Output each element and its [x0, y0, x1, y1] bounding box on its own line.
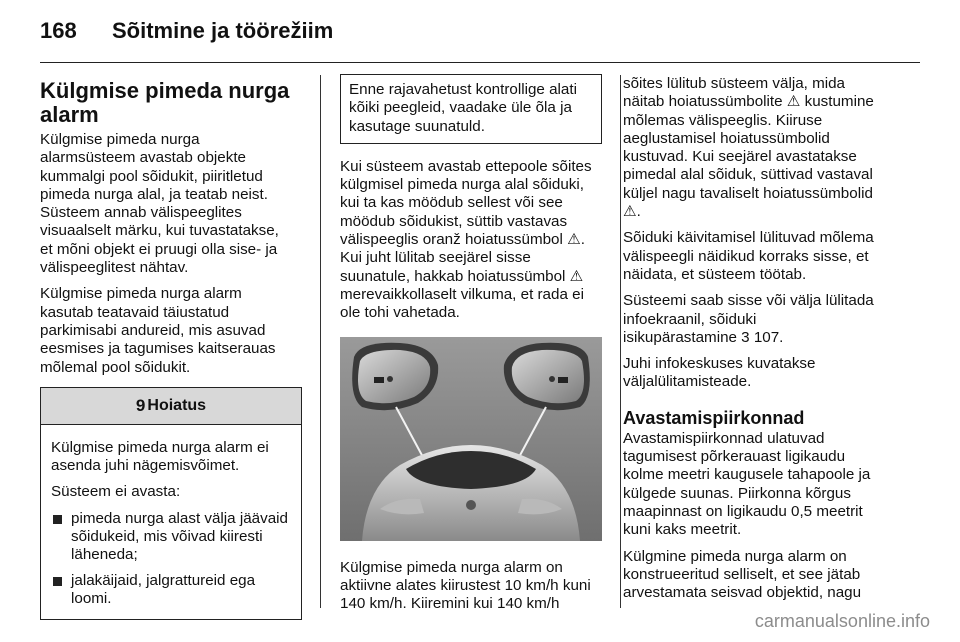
paragraph: sõites lülitub süsteem välja, mida näitab hoiatussümbolite ⚠ kustumine mõlemas välispeeglis. Kiiruse aeglustamisel hoiatussümbolid kustuvad. Kui seejärel avastatakse pimedal alal sõiduk, süttivad vastaval küljel nagu tavaliselt hoiatussümbolid ⚠.: [623, 75, 874, 221]
column-3: [623, 75, 905, 610]
paragraph: Sõiduki käivitamisel lülituvad mõlema välispeegli näidikud korraks sisse, et näidata, et süsteem töötab.: [623, 229, 874, 283]
paragraph: Juhi infokeskuses kuvatakse väljalülitamisteade.: [623, 355, 816, 391]
column-1: [40, 75, 302, 620]
warning-heading: Hoiatus: [147, 396, 207, 414]
page-header: [40, 18, 333, 48]
page-title: Sõitmine ja töörežiim: [112, 18, 334, 43]
paragraph: Süsteem ei avasta:: [51, 483, 181, 501]
figure-caption: Külgmise pimeda nurga alarm on aktiivne alates kiirustest 10 km/h kuni 140 km/h. Kiiremini kui 140 km/h: [340, 558, 591, 613]
page-number: 168: [40, 18, 77, 43]
car-mirrors-figure: [340, 337, 602, 541]
paragraph: Süsteemi saab sisse või välja lülitada infoekraanil, sõiduki isikupärastamine 3 107.: [623, 292, 874, 346]
section-title: Külgmise pimeda nurga alarm: [40, 78, 290, 127]
warning-icon: 9: [135, 395, 146, 415]
watermark: carmanualsonline.info: [754, 611, 930, 631]
paragraph: Külgmise pimeda nurga alarm kasutab teatavaid täiustatud parkimisabi andureid, mis asuvad eesmises ja tagumises kaitserauas mõlemal pool sõidukit.: [40, 285, 276, 376]
warning-box: [40, 387, 302, 620]
header-divider: [40, 62, 920, 63]
list-item-text: pimeda nurga alast välja jäävaid sõidukeid, mis võivad kiiresti läheneda;: [71, 509, 288, 564]
paragraph: Külgmine pimeda nurga alarm on konstrueeritud selliselt, et see jätab arvestamata seisvad objektid, nagu: [623, 547, 862, 602]
bullet-icon: [53, 515, 62, 524]
mirror-illustration: [340, 337, 602, 541]
list-item: [51, 572, 291, 609]
paragraph: Külgmise pimeda nurga alarmsüsteem avastab objekte kummalgi pool sõidukit, piiritletud pimeda nurga alal, ja teatab neist. Süsteem annab välispeeglites visuaalselt märku, kui tuvastatakse, et mõni objekt ei pruugi olla sise- ja välispeeglitest nähtav.: [40, 131, 279, 277]
paragraph: Kui süsteem avastab ettepoole sõites külgmisel pimeda nurga alal sõiduki, kui ta kas möödub sellest või see möödub sõidukist, süttib vastavas välispeeglis oranž hoiatussümbol ⚠. Kui juht lülitab seejärel sisse suunatule, hakkab hoiatussümbol ⚠ merevaikkollaselt vilkuma, et rada ei ole tohi vahetada.: [340, 157, 592, 322]
paragraph: Avastamispiirkonnad ulatuvad tagumisest põrkerauast ligikaudu kolme meetri kaugusele tahapoole ja külgede suunas. Piirkonna kõrgus maapinnast on ligikaudu 0,5 meetrit kuni kaks meetrit.: [623, 429, 871, 539]
list-item: [51, 510, 291, 565]
column-2: [340, 75, 602, 621]
warning-header: [41, 388, 301, 425]
column-divider: [620, 75, 621, 608]
column-divider: [320, 75, 321, 608]
notice-box: Enne rajavahetust kontrollige alati kõiki peegleid, vaadake üle õla ja kasutage suunatuld.: [340, 74, 602, 144]
warning-body: [41, 425, 301, 619]
section-subtitle: Avastamispiirkonnad: [623, 407, 805, 428]
bullet-icon: [53, 577, 62, 586]
list-item-text: jalakäijaid, jalgrattureid ega loomi.: [71, 571, 256, 607]
paragraph: Külgmise pimeda nurga alarm ei asenda juhi nägemisvõimet.: [51, 438, 269, 475]
